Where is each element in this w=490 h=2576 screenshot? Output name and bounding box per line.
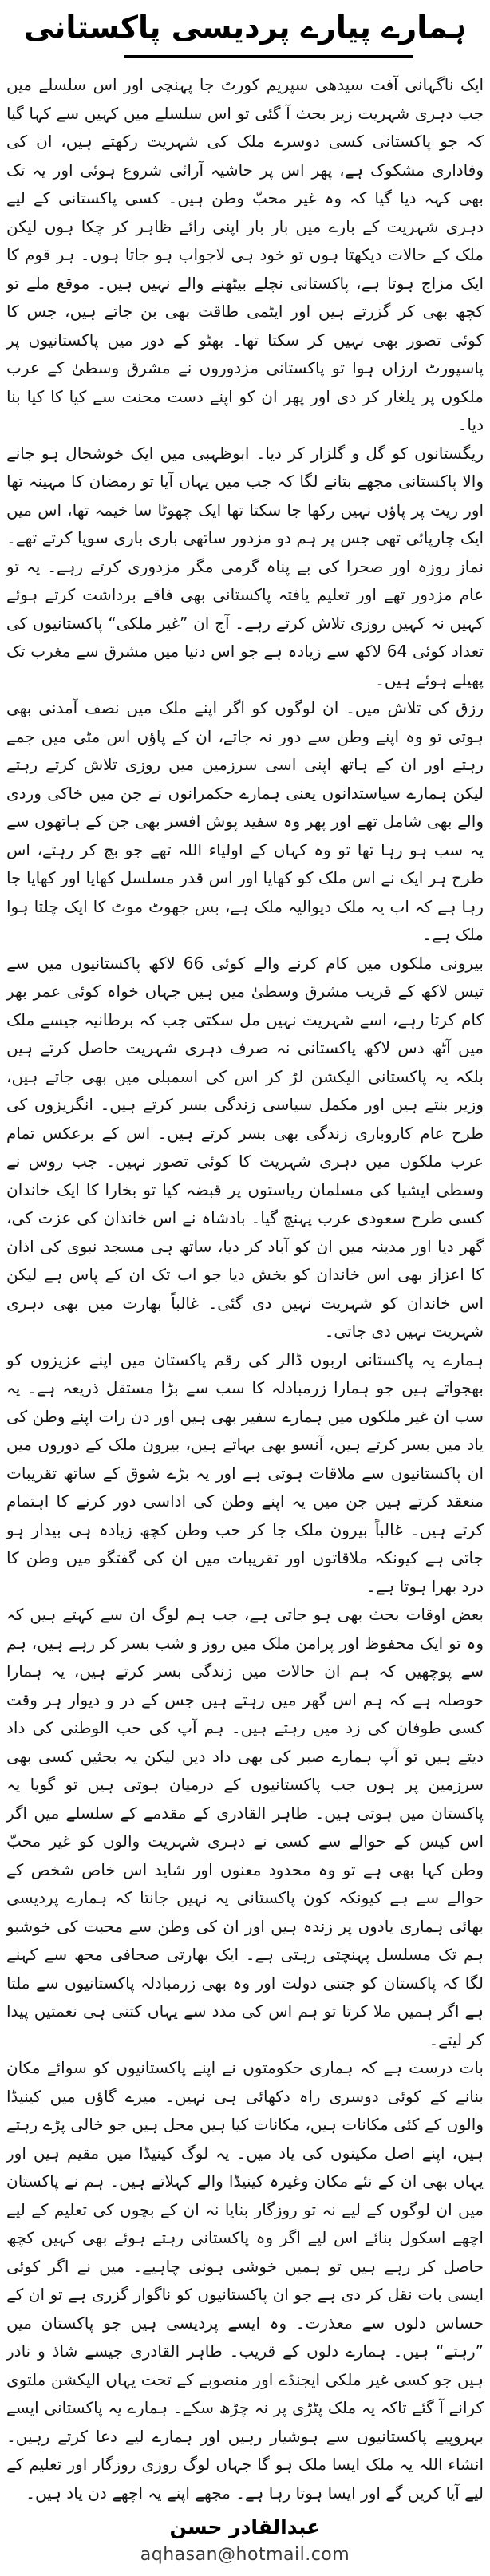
article-paragraph: بعض اوقات بحث بھی ہو جاتی ہے، جب ہم لوگ ان سے کہتے ہیں کہ وہ تو ایک محفوظ اور پرامن ملک میں روز و شب بسر کر رہے ہیں، ہم سے پوچھیں کہ ہم ان حالات میں زندگی بسر کرتے ہیں، یہ ہمارا حوصلہ ہے کہ ہم اس گھر میں رہتے ہیں جس کے در و دیوار ہر وقت کسی طوفان کی زد میں رہتے ہیں۔ ہم آپ کی حب الوطنی کی داد دیتے ہیں تو آپ ہمارے صبر کی بھی داد دیں لیکن یہ بحثیں کسی بھی سرزمین پر ہوں جب پاکستانیوں کے درمیان ہوتی ہیں تو گویا یہ پاکستان میں ہوتی ہیں۔ طاہر القادری کے مقدمے کے سلسلے میں اگر اس کیس کے حوالے سے کسی نے دہری شہریت والوں کو غیر محبّ وطن کہا بھی ہے تو وہ محدود معنوں اور شاید اس خاص شخص کے حوالے سے ہے کیونکہ کون پاکستانی یہ نہیں جانتا کہ ہمارے پردیسی بھائی ہماری یادوں پر زندہ ہیں اور ان کی وطن سے محبت کی خوشبو ہم تک مسلسل پہنچتی رہتی ہے۔ ایک بھارتی صحافی مجھ سے کہنے لگا کہ پاکستان کو جتنی دولت اور وہ بھی زرمبادلہ پاکستانیوں سے ملتا ہے اگر ہمیں ملا کرتا تو ہم اس کی مدد سے یہاں کتنی ہی نعمتیں پیدا کر لیتے۔: [6, 1605, 484, 2049]
article-paragraph: بیرونی ملکوں میں کام کرنے والے کوئی 66 لاکھ پاکستانیوں میں سے تیس لاکھ کے قریب مشرق وسطیٰ میں ہیں جہاں خواہ کوئی عمر بھر کام کرتا رہے، اسے شہریت نہیں مل سکتی جب کہ برطانیہ جیسے ملک میں آٹھ دس لاکھ پاکستانی نہ صرف دہری شہریت حاصل کرتے ہیں بلکہ یہ پاکستانی الیکشن لڑ کر اس کی اسمبلی میں بھی جاتے ہیں، وزیر بنتے ہیں اور مکمل سیاسی زندگی بسر کرتے ہیں۔ انگریزوں کی طرح عام کاروباری زندگی بھی بسر کرتے ہیں۔ اس کے برعکس تمام عرب ملکوں میں دہری شہریت کا کوئی تصور نہیں۔ جب روس نے وسطی ایشیا کی مسلمان ریاستوں پر قبضہ کیا تو بخارا کا ایک خاندان کسی طرح سعودی عرب پہنچ گیا۔ بادشاہ نے اس خاندان کی عزت کی، گھر دیا اور مدینہ میں ان کو آباد کر دیا، ساتھ ہی مسجد نبوی کی اذان کا اعزاز بھی اس خاندان کو بخش دیا جو اب تک ان کے پاس ہے لیکن اس خاندان کو شہریت نہیں دی گئی۔ غالباً بھارت میں بھی دہری شہریت نہیں دی جاتی۔: [6, 953, 484, 1341]
page-title: ہمارے پیارے پردیسی پاکستانی: [23, 10, 467, 45]
article-paragraph: ایک ناگہانی آفت سیدھی سپریم کورٹ جا پہنچی اور اس سلسلے میں جب دہری شہریت زیر بحث آ گئی تو اس سلسلے میں کہیں سے کہا گیا کہ جو پاکستانی کسی دوسرے ملک کی شہریت رکھتے ہیں، ان کی وفاداری مشکوک ہے، پھر اس پر حاشیہ آرائی شروع ہوئی اور یہ تک بھی کہہ دیا گیا کہ وہ غیر محبّ وطن ہیں۔ کسی پاکستانی کے لیے دہری شہریت کے بارے میں بار بار اپنی رائے ظاہر کر چکا ہوں لیکن ملک کے حالات دیکھتا ہوں تو خود ہی لاجواب ہو جاتا ہوں۔ ہر قوم کا ایک مزاج ہوتا ہے، پاکستانی نچلے بیٹھنے والے نہیں ہیں۔ موقع ملے تو کچھ بھی کر گزرتے ہیں اور ایٹمی طاقت بھی بن جاتے ہیں، جس کا کوئی تصور بھی نہیں کر سکتا تھا۔ بھٹو کے دور میں پاکستانیوں پر پاسپورٹ ارزاں ہوا تو پاکستانی مزدوروں نے مشرق وسطیٰ کے عرب ملکوں پر یلغار کر دی اور پھر ان کو اپنے دست محنت سے کیا کا کیا بنا دیا۔: [6, 75, 484, 435]
title-divider-rule: [124, 55, 413, 58]
article-paragraph: ہمارے یہ پاکستانی اربوں ڈالر کی رقم پاکستان میں اپنے عزیزوں کو بھجواتے ہیں جو ہمارا زرمبادلہ کا سب سے بڑا مستقل ذریعہ ہے۔ یہ سب ان غیر ملکوں میں ہمارے سفیر بھی ہیں اور دن رات اپنے وطن کی یاد میں بسر کرتے ہیں، آنسو بھی بہاتے ہیں، بیرون ملک کے دوروں میں ان پاکستانیوں سے ملاقات ہوتی ہے اور یہ بڑے شوق کے ساتھ تقریبات منعقد کرتے ہیں جن میں یہ اپنے وطن کی اداسی دور کرنے کا اہتمام کرتے ہیں۔ غالباً بیرون ملک جا کر حب وطن کچھ زیادہ ہی بیدار ہو جاتی ہے کیونکہ ملاقاتوں اور تقریبات میں ان کی گفتگو میں وطن کا درد بھرا ہوتا ہے۔: [6, 1349, 484, 1596]
article-paragraph: رزق کی تلاش میں۔ ان لوگوں کو اگر اپنے ملک میں نصف آمدنی بھی ہوتی تو وہ اپنے وطن سے دور نہ جاتے، ان کے پاؤں اس مٹی میں جمے رہتے اور ان کے ہاتھ اپنی اسی سرزمین میں روزی تلاش کرتے رہتے لیکن ہمارے سیاستدانوں یعنی ہمارے حکمرانوں نے جن میں خاکی وردی والے بھی شامل تھے اور پھر وہ سفید پوش افسر بھی جن کے ہاتھوں سے یہ سب ہو رہا تھا تو وہ کہاں کے اولیاء اللہ تھے جو بچ کر رہتے، اس طرح ہر ایک نے اس ملک کو کھایا اور اس قدر مسلسل کھایا اور کھایا جا رہا ہے کہ اب یہ ملک دیوالیہ ملک ہے، بس جھوٹ موٹ کا ایک چلتا ہوا ملک ہے۔: [6, 698, 484, 945]
author-email: aqhasan@hotmail.com: [140, 2545, 350, 2566]
article-body: [6, 71, 484, 2507]
article-paragraph: بات درست ہے کہ ہماری حکومتوں نے اپنے پاکستانیوں کو سوائے مکان بنانے کے کوئی دوسری راہ دکھائی ہی نہیں۔ میرے گاؤں میں کینیڈا والوں کے کئی مکانات ہیں، مکانات کیا ہیں محل ہیں جو خالی پڑے رہتے ہیں، اپنے اصل مکینوں کی یاد میں۔ یہ لوگ کینیڈا میں مقیم ہیں اور یہاں بھی ان کے نئے مکان وغیرہ کینیڈا والے کہلاتے ہیں۔ ہم نے پاکستان میں ان لوگوں کے لیے نہ تو روزگار بنایا نہ ان کے بچوں کی تعلیم کے لیے اچھے اسکول بنائے اس لیے اگر وہ پاکستانی رہتے ہوئے بھی کہیں کچھ حاصل کر رہے ہیں تو ہمیں خوشی ہونی چاہیے۔ میں نے اگر کوئی ایسی بات نقل کر دی ہے جو ان پاکستانیوں کو ناگوار گزری ہے تو ان کے حساس دلوں سے معذرت۔ وہ ایسے پردیسی ہیں جو پاکستان میں ”رہتے“ ہیں۔ ہمارے دلوں کے قریب۔ طاہر القادری جیسے شاذ و نادر ہیں جو کسی غیر ملکی ایجنڈے اور منصوبے کے تحت یہاں الیکشن ملتوی کرانے آ گئے تاکہ یہ ملک پٹڑی پر نہ چڑھ سکے۔ ہمارے یہ پاکستانی ایسے بہروپیے پاکستانیوں سے ہوشیار رہیں اور ہمارے لیے دعا کرتے رہیں۔ انشاء اللہ یہ ملک ایسا ملک ہو گا جہاں لوگ روزی روزگار اور تعلیم کے لیے آیا کریں گے اور ایسا ہوتا رہا ہے۔ مجھے اپنے یہ اچھے دن یاد ہیں۔: [6, 2058, 484, 2503]
author-signature: عبدالقادر حسن: [169, 2515, 321, 2539]
article-paragraph: ریگستانوں کو گل و گلزار کر دیا۔ ابوظہبی میں ایک خوشحال ہو جانے والا پاکستانی مجھے بتانے لگا کہ جب میں یہاں آیا تو رمضان کا مہینہ تھا اور ریت پر پاؤں نہیں رکھا جا سکتا تھا ایک چھوٹا سا خیمہ تھا، اس میں ایک چارپائی تھی جس پر ہم دو مزدور ساتھی باری باری سویا کرتے تھے۔ نماز روزہ اور صحرا کی بے پناہ گرمی مگر مزدوری کرتے رہے۔ یہ تو عام مزدور تھے اور تعلیم یافتہ پاکستانی بھی فاقے برداشت کرتے ہوئے کہیں نہ کہیں روزی تلاش کرتے رہے۔ آج ان ”غیر ملکی“ پاکستانیوں کی تعداد کوئی 64 لاکھ سے زیادہ ہے جو اس دنیا میں مشرق سے مغرب تک پھیلے ہوئے ہیں۔: [6, 443, 484, 689]
